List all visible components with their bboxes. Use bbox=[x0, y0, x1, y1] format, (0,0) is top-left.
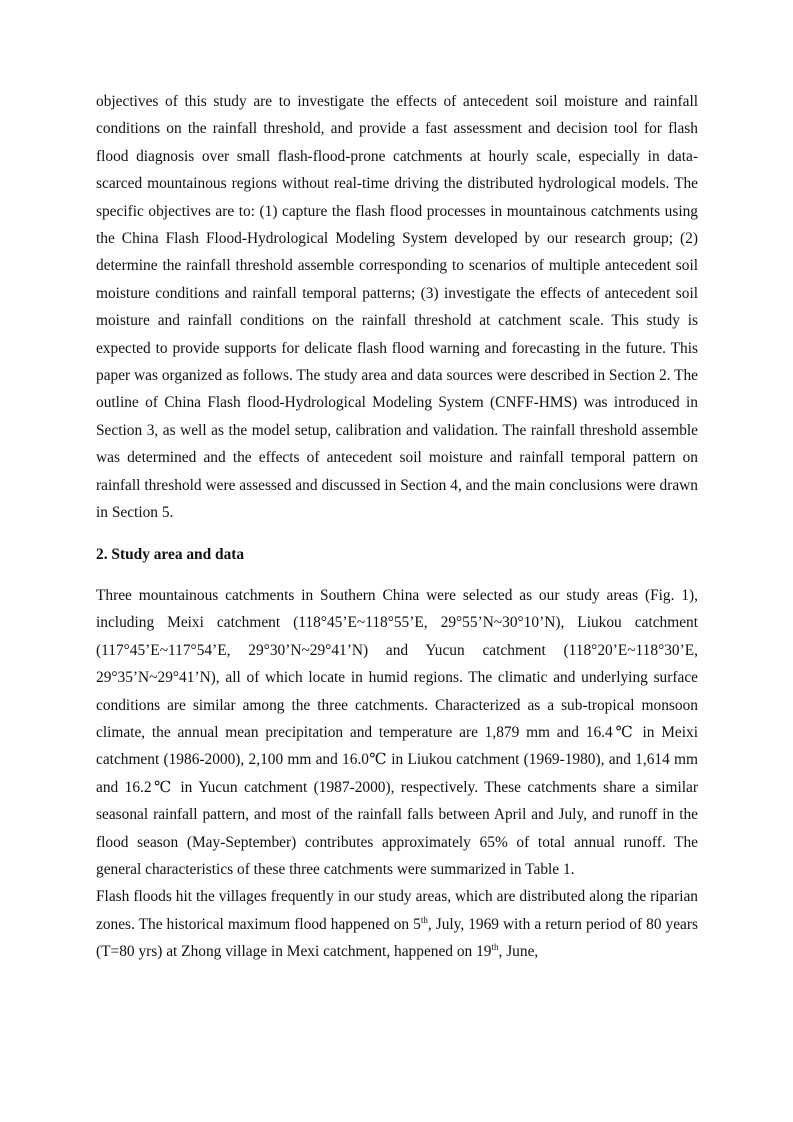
flood-text-3: , June, bbox=[498, 943, 539, 961]
superscript-2: th bbox=[491, 942, 499, 953]
intro-paragraph: objectives of this study are to investigate the effects of antecedent soil moisture and rainfall conditions on the rainfall threshold, and provide a fast assessment and decision tool for flash flood diagnosis over small flash-flood-prone catchments at hourly scale, especially in data-scarced mountainous regions without real-time driving the distributed hydrological models. The specific objectives are to: (1) capture the flash flood processes in mountainous catchments using the China Flash Flood-Hydrological Modeling System developed by our research group; (2) determine the rainfall threshold assemble corresponding to scenarios of multiple antecedent soil moisture conditions and rainfall temporal patterns; (3) investigate the effects of antecedent soil moisture and rainfall conditions on the rainfall threshold at catchment scale. This study is expected to provide supports for delicate flash flood warning and forecasting in the future. This paper was organized as follows. The study area and data sources were described in Section 2. The outline of China Flash flood-Hydrological Modeling System (CNFF-HMS) was introduced in Section 3, as well as the model setup, calibration and validation. The rainfall threshold assemble was determined and the effects of antecedent soil moisture and rainfall temporal pattern on rainfall threshold were assessed and discussed in Section 4, and the main conclusions were drawn in Section 5. bbox=[96, 93, 698, 522]
flood-text-1: Flash floods hit the villages frequently in our study areas, which are distributed along the riparian zones. The historical maximum flood happened on 5 bbox=[96, 888, 698, 933]
study-area-paragraph: Three mountainous catchments in Southern China were selected as our study areas (Fig. 1), including Meixi catchment (118°45’E~118°55’E, 29°55’N~30°10’N), Liukou catchment (117°45’E~117°54’E, 29°30’N~29°41’N) and Yucun catchment (118°20’E~118°30’E, 29°35’N~29°41’N), all of which locate in humid regions. The climatic and underlying surface conditions are similar among the three catchments. Characterized as a sub-tropical monsoon climate, the annual mean precipitation and temperature are 1,879 mm and 16.4℃ in Meixi catchment (1986-2000), 2,100 mm and 16.0℃ in Liukou catchment (1969-1980), and 1,614 mm and 16.2℃ in Yucun catchment (1987-2000), respectively. These catchments share a similar seasonal rainfall pattern, and most of the rainfall falls between April and July, and runoff in the flood season (May-September) contributes approximately 65% of total annual runoff. The general characteristics of these three catchments were summarized in Table 1. bbox=[96, 586, 698, 878]
page-body bbox=[96, 88, 698, 966]
section-heading: 2. Study area and data bbox=[96, 545, 245, 563]
flash-flood-paragraph bbox=[96, 883, 698, 965]
flood-text-2: , July, 1969 with a return period of 80 years (T=80 yrs) at Zhong village in Mexi catchment, happened on 19 bbox=[96, 915, 698, 961]
superscript-1: th bbox=[420, 914, 428, 925]
